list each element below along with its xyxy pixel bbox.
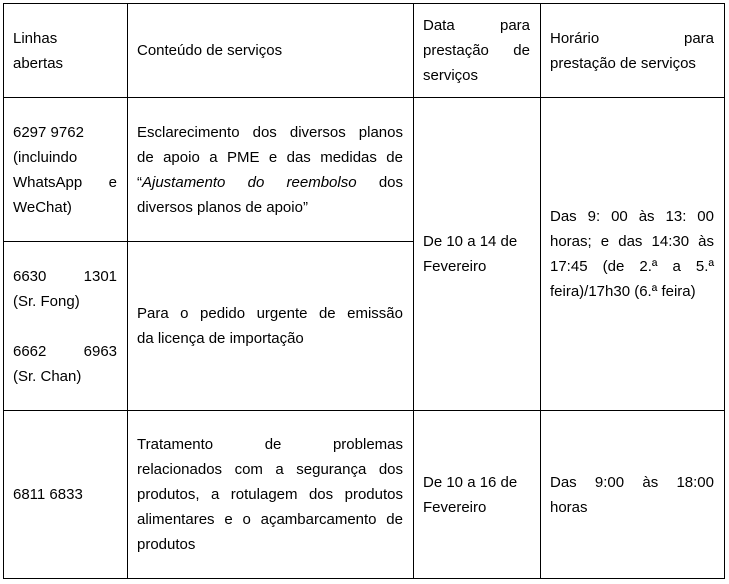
time-line-1: Das 9:00 às 18:00 <box>550 473 714 491</box>
header-content-text: Conteúdo de serviços <box>137 42 283 59</box>
shared-time-cell <box>541 98 725 411</box>
shared-time-line-3: 17:45 (de 2.ª a 5.ª <box>550 258 714 275</box>
content-cell <box>128 411 414 579</box>
header-time <box>541 4 725 98</box>
header-row <box>4 4 725 98</box>
content-line-2: da licença de importação <box>137 330 304 347</box>
phone-cell <box>4 411 128 579</box>
shared-time-line-4: feira)/17h30 (6.ª feira) <box>550 283 696 300</box>
table-row <box>4 98 725 242</box>
content-line-1: Tratamento de problemas <box>137 436 403 453</box>
shared-date-line-2: Fevereiro <box>423 258 487 275</box>
content-line-3: produtos, a rotulagem dos produtos <box>137 486 403 503</box>
phone-line-1: 6811 6833 <box>13 486 83 503</box>
content-line-4: alimentares e o açambarcamento de <box>137 511 403 528</box>
header-date-line-2: prestação de <box>423 42 530 59</box>
phone-line-4: WeChat) <box>13 198 72 216</box>
content-line-2: relacionados com a segurança dos <box>137 461 403 478</box>
content-cell <box>128 242 414 411</box>
header-date <box>414 4 541 98</box>
open-quote: “ <box>137 173 142 191</box>
content-line-4: diversos planos de apoio” <box>137 198 308 216</box>
time-line-2: horas <box>550 498 588 516</box>
content-line-5: produtos <box>137 536 196 553</box>
header-time-line-1: Horário para <box>550 29 714 47</box>
phone-line-2: (incluindo <box>13 148 78 166</box>
header-content <box>128 4 414 98</box>
shared-time-line-2: horas; e das 14:30 às <box>550 233 714 250</box>
content-after-italic: dos <box>356 173 403 191</box>
table-row <box>4 411 725 579</box>
phone-b-line-2: (Sr. Chan) <box>13 367 82 385</box>
date-line-1: De 10 a 16 de <box>423 473 518 491</box>
phone-cell <box>4 242 128 411</box>
time-cell <box>541 411 725 579</box>
date-line-2: Fevereiro <box>423 498 487 516</box>
date-cell <box>414 411 541 579</box>
header-lines-line-2: abertas <box>13 54 64 72</box>
shared-time-line-1: Das 9: 00 às 13: 00 <box>550 208 714 225</box>
header-lines-line-1: Linhas <box>13 29 58 47</box>
content-line-1: Para o pedido urgente de emissão <box>137 305 403 322</box>
header-time-line-2: prestação de serviços <box>550 54 696 72</box>
content-line-3 <box>137 170 403 195</box>
phone-b-line-1: 6662 6963 <box>13 342 117 360</box>
content-cell <box>128 98 414 242</box>
shared-date-cell <box>414 98 541 411</box>
header-date-line-1: Data para <box>423 17 530 34</box>
content-line-2: de apoio a PME e das medidas de <box>137 148 403 166</box>
phone-cell <box>4 98 128 242</box>
header-date-line-3: serviços <box>423 67 479 84</box>
service-hotlines-table <box>3 3 725 579</box>
phone-a-line-2: (Sr. Fong) <box>13 292 80 310</box>
phone-line-1: 6297 9762 <box>13 123 84 141</box>
italic-measure-name: Ajustamento do reembolso <box>142 173 357 191</box>
phone-line-3: WhatsApp e <box>13 173 117 191</box>
phone-a-line-1: 6630 1301 <box>13 267 117 285</box>
header-lines <box>4 4 128 98</box>
content-line-1: Esclarecimento dos diversos planos <box>137 123 403 141</box>
phone-gap <box>13 314 117 339</box>
shared-date-line-1: De 10 a 14 de <box>423 233 518 250</box>
